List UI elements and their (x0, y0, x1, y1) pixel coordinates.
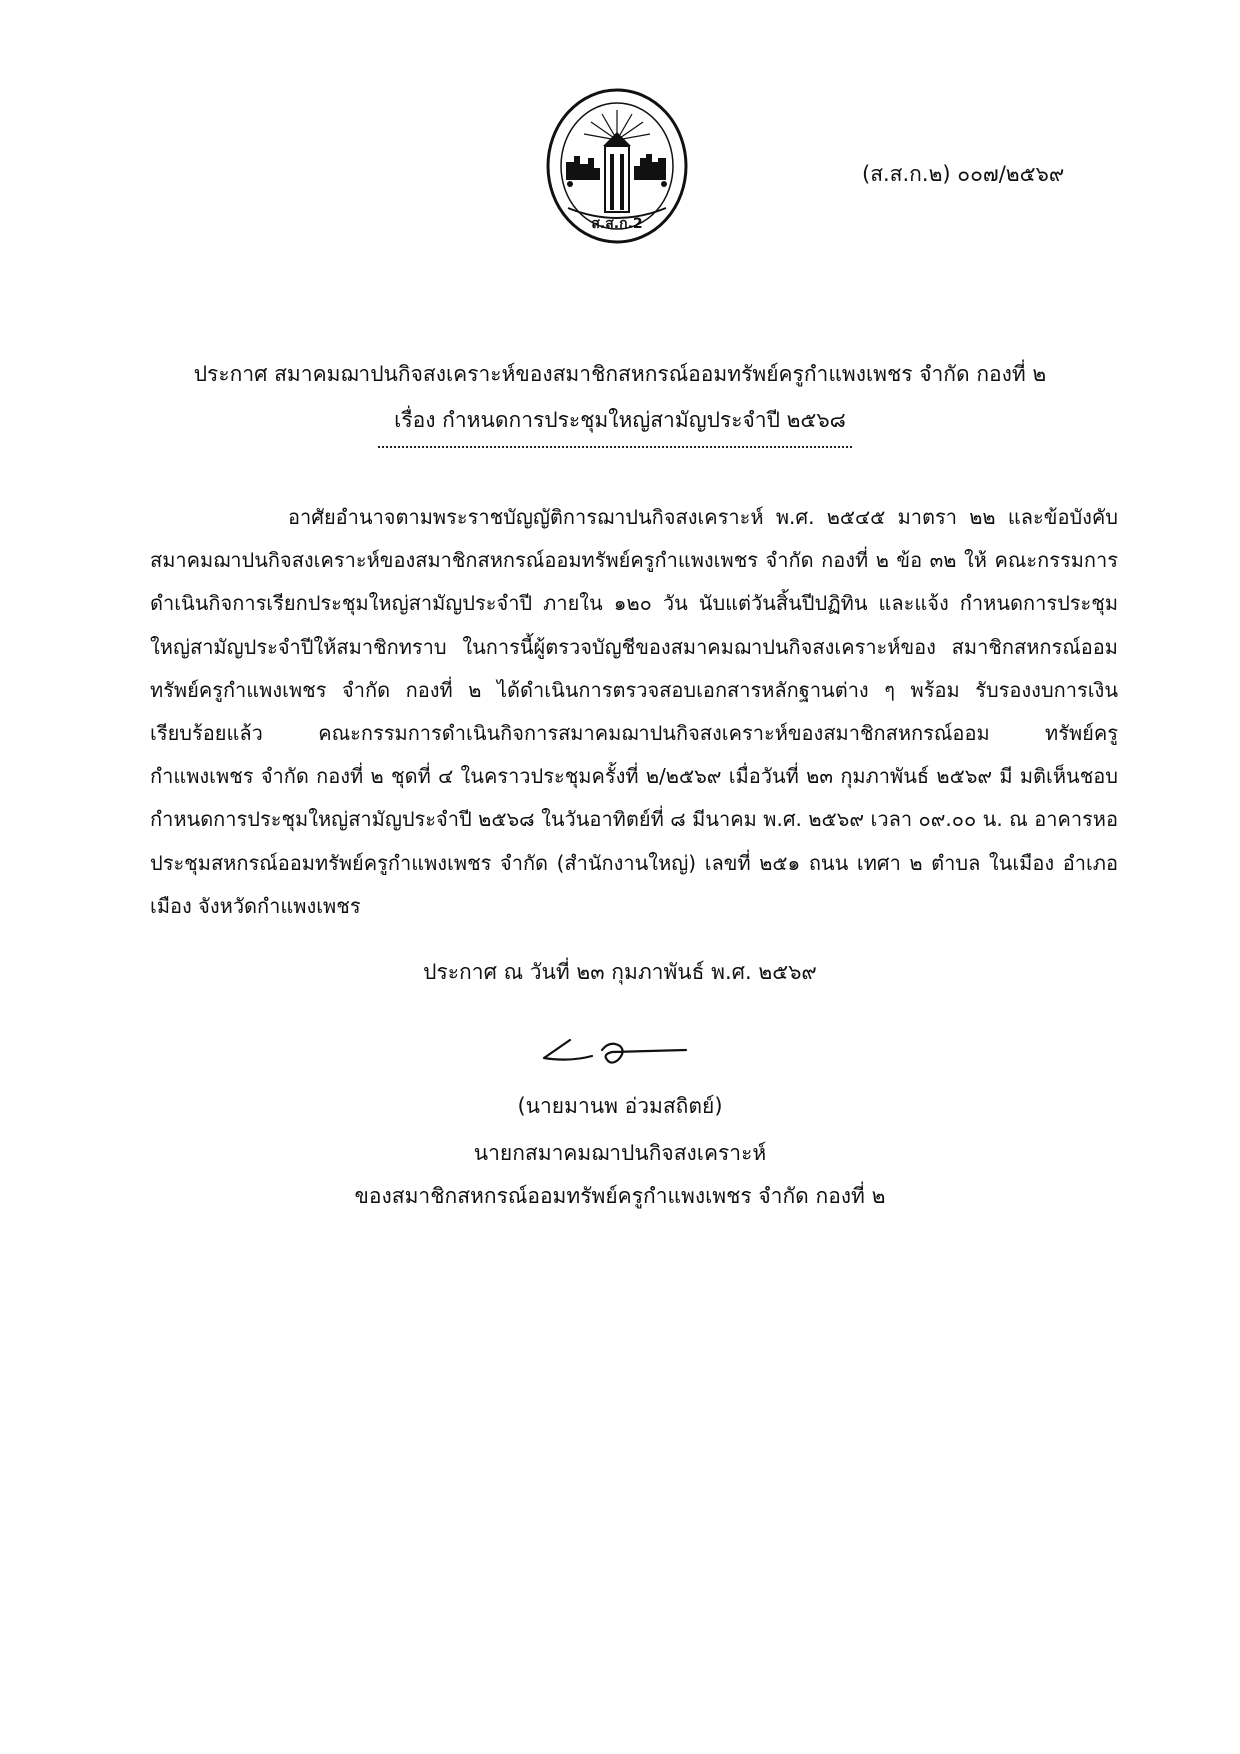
signatory-name: (นายมานพ อ่วมสถิตย์) (517, 1094, 723, 1118)
announcement-subject: เรื่อง กำหนดการประชุมใหญ่สามัญประจำปี ๒๕๖๘ (394, 408, 846, 432)
body-paragraph: อาศัยอำนาจตามพระราชบัญญัติการฌาปนกิจสงเคราะห์ พ.ศ. ๒๕๔๕ มาตรา ๒๒ และข้อบังคับ สมาคมฌาปนกิจสงเคราะห์ของสมาชิกสหกรณ์ออมทรัพย์ครูกำแพงเพชร จำกัด กองที่ ๒ ข้อ ๓๒ ให้ คณะกรรมการดำเนินกิจการเรียกประชุมใหญ่สามัญประจำปี ภายใน ๑๒๐ วัน นับแต่วันสิ้นปีปฏิทิน และแจ้ง กำหนดการประชุมใหญ่สามัญประจำปีให้สมาชิกทราบ ในการนี้ผู้ตรวจบัญชีของสมาคมฌาปนกิจสงเคราะห์ของ สมาชิกสหกรณ์ออมทรัพย์ครูกำแพงเพชร จำกัด กองที่ ๒ ได้ดำเนินการตรวจสอบเอกสารหลักฐานต่าง ๆ พร้อม รับรองงบการเงินเรียบร้อยแล้ว คณะกรรมการดำเนินกิจการสมาคมฌาปนกิจสงเคราะห์ของสมาชิกสหกรณ์ออม ทรัพย์ครูกำแพงเพชร จำกัด กองที่ ๒ ชุดที่ ๔ ในคราวประชุมครั้งที่ ๒/๒๕๖๙ เมื่อวันที่ ๒๓ กุมภาพันธ์ ๒๕๖๙ มี มติเห็นชอบกำหนดการประชุมใหญ่สามัญประจำปี ๒๕๖๘ ในวันอาทิตย์ที่ ๘ มีนาคม พ.ศ. ๒๕๖๙ เวลา ๐๙.๐๐ น. ณ อาคารหอประชุมสหกรณ์ออมทรัพย์ครูกำแพงเพชร จำกัด (สำนักงานใหญ่) เลขที่ ๒๕๑ ถนน เทศา ๒ ตำบล ในเมือง อำเภอเมือง จังหวัดกำแพงเพชร (150, 505, 1118, 918)
signatory-organization: ของสมาชิกสหกรณ์ออมทรัพย์ครูกำแพงเพชร จำกัด กองที่ ๒ (354, 1184, 886, 1208)
document-number: (ส.ส.ก.๒) ๐๐๗/๒๕๖๙ (862, 162, 1065, 186)
handwritten-signature (540, 1028, 690, 1078)
signatory-position: นายกสมาคมฌาปนกิจสงเคราะห์ (473, 1141, 767, 1165)
association-seal-logo (546, 88, 688, 244)
svg-text:ส.ส.ก.2: ส.ส.ก.2 (591, 216, 643, 232)
announcement-date: ประกาศ ณ วันที่ ๒๓ กุมภาพันธ์ พ.ศ. ๒๕๖๙ (423, 960, 817, 984)
dotted-divider (378, 446, 852, 448)
announcement-title: ประกาศ สมาคมฌาปนกิจสงเคราะห์ของสมาชิกสหกรณ์ออมทรัพย์ครูกำแพงเพชร จำกัด กองที่ ๒ (193, 362, 1047, 386)
